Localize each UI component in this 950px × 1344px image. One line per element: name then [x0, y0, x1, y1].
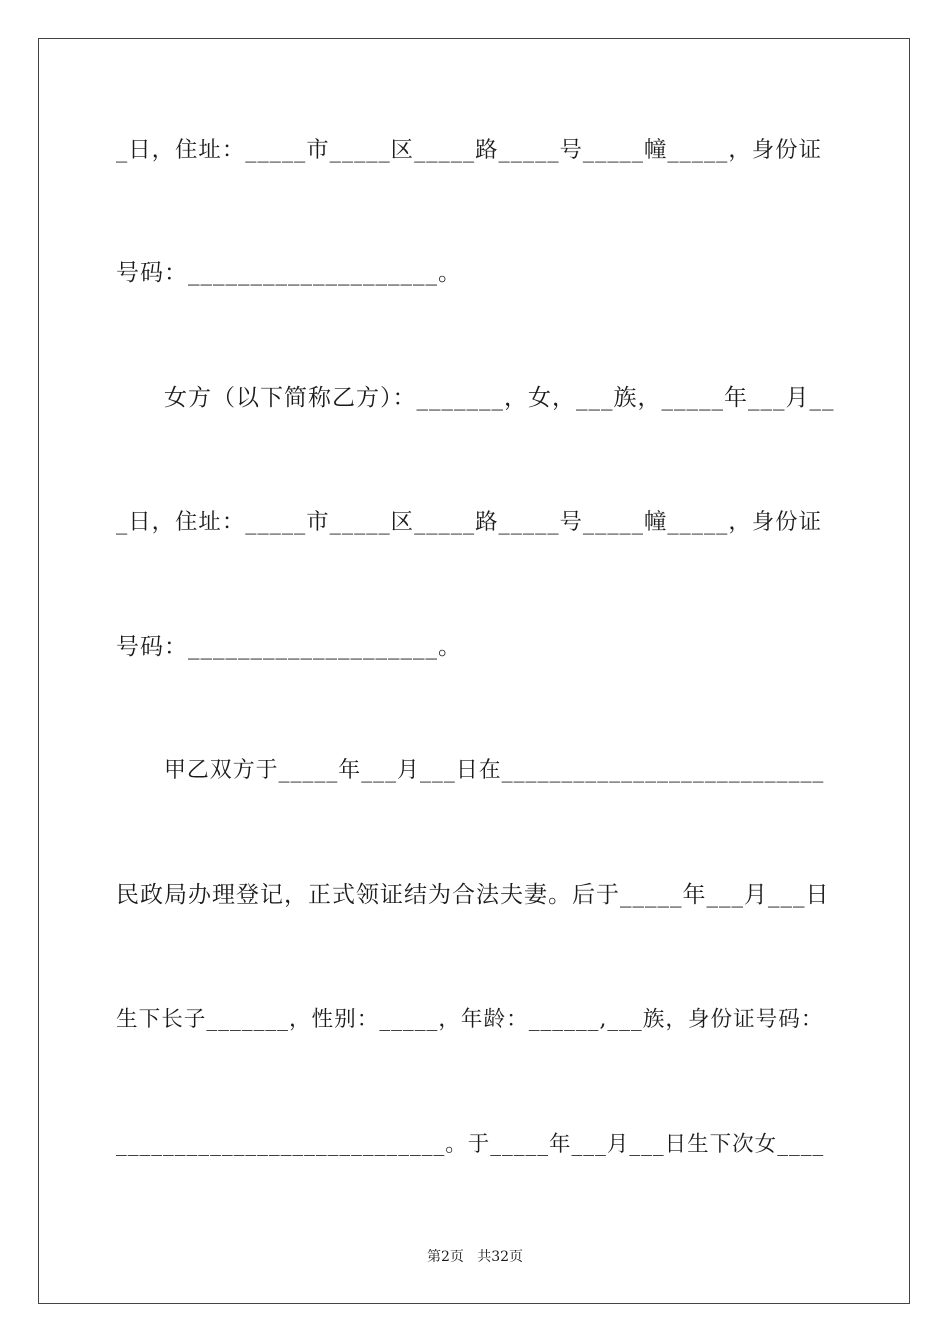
text-line-3: 女方（以下简称乙方）：_______，女，___族，_____年___月__	[164, 385, 835, 411]
text-line-7: 民政局办理登记，正式领证结为合法夫妻。后于_____年___月___日	[116, 882, 830, 908]
text-line-9: ____________________________。于_____年___月___日生下次女____	[116, 1132, 825, 1157]
text-line-6: 甲乙双方于_____年___月___日在___________________________	[164, 758, 825, 783]
text-line-4: _日，住址：_____市_____区_____路_____号_____幢_____，身份证	[116, 509, 822, 535]
page-footer: 第2页 共32页	[426, 1249, 524, 1265]
text-line-8: 生下长子_______，性别：_____，年龄：______,___族，身份证号码：	[116, 1007, 824, 1032]
text-line-2: 号码：____________________。	[116, 260, 462, 286]
text-line-5: 号码：____________________。	[116, 634, 462, 660]
page-border	[38, 38, 910, 1304]
text-line-1: _日，住址：_____市_____区_____路_____号_____幢_____，身份证	[116, 137, 822, 163]
